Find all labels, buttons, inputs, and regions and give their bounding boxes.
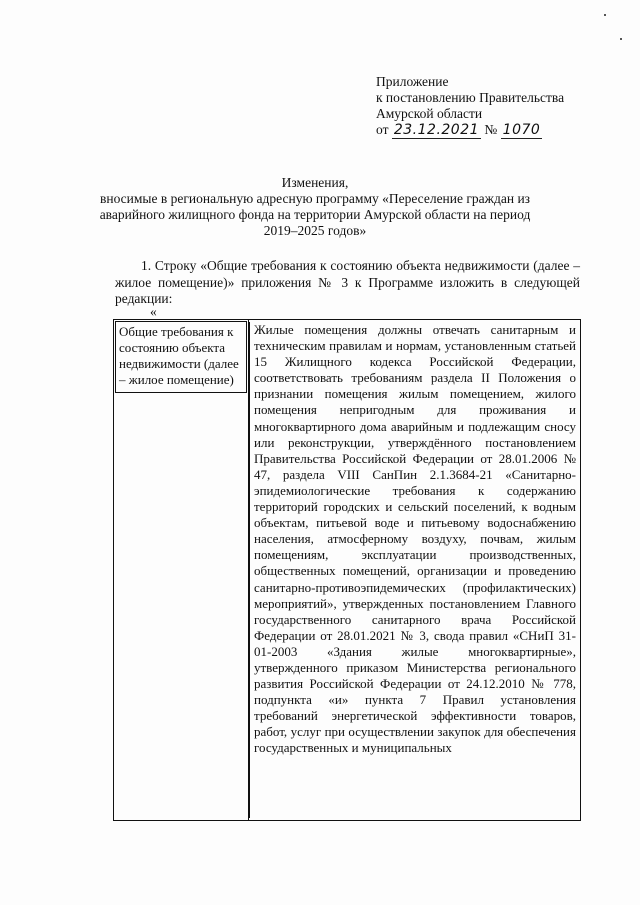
requirements-table (113, 319, 581, 821)
appendix-resolution: к постановлению Правительства (376, 90, 565, 105)
appendix-header (376, 74, 626, 138)
table-row (114, 320, 581, 821)
document-title (95, 175, 535, 239)
label-text: Общие требования к состоянию объекта недвижимости (далее – жилое помещение) (115, 321, 247, 393)
title-heading: Изменения, (281, 175, 349, 190)
handwritten-number: 1070 (502, 122, 541, 138)
table-cell-content (249, 320, 581, 821)
scan-speck (620, 38, 622, 40)
scan-speck (604, 14, 606, 16)
opening-quote: « (150, 304, 157, 319)
intro-text: 1. Строку «Общие требования к состоянию объекта недвижимости (далее – жилое помещение)» приложения № 3 к Программе изложить в следующей редакции: (115, 258, 580, 306)
appendix-title: Приложение (376, 74, 449, 89)
appendix-date-number (376, 122, 626, 138)
title-subheading: вносимые в региональную адресную программу «Переселение граждан из аварийного жилищного фонда на территории Амурской области на период 2019–2025 годов» (99, 191, 531, 238)
date-prefix: от (376, 122, 389, 137)
number-prefix: № (484, 122, 498, 137)
content-text: Жилые помещения должны отвечать санитарным и техническим правилам и нормам, установленным статьей 15 Жилищного кодекса Российской Федерации, соответствовать требованиям раздела II Положения о признании помещения жилым помещением, жилого помещения непригодным для проживания и многоквартирного дома аварийным и подлежащим сносу или реконструкции, утверждённого постановлением Правительства Российской Федерации от 28.01.2006 № 47, раздела VIII СанПин 2.1.3684-21 «Санитарно-эпидемиологические требования к содержанию территорий городских и сельский поселений, к водным объектам, питьевой воде и питьевому водоснабжению населения, атмосферному воздуху, почвам, жилым помещениям, эксплуатации производственных, общественных помещений, организации и проведению санитарно-противоэпидемических (профилактических) мероприятий», утвержденных постановлением Главного государственного санитарного врача Российской Федерации от 28.01.2021 № 3, свода правил «СНиП 31-01-2003 «Здания жилые многоквартирные», утвержденного приказом Министерства регионального развития Российской Федерации от 24.12.2010 № 778, подпункта «и» пункта 7 Правил установления требований энергетической эффективности товаров, работ, услуг при осуществлении закупок для обеспечения государственных и муниципальных (249, 322, 576, 818)
table-cell-label (114, 320, 249, 821)
handwritten-date: 23.12.2021 (393, 122, 480, 138)
appendix-region: Амурской области (376, 106, 483, 121)
intro-paragraph (115, 258, 580, 308)
